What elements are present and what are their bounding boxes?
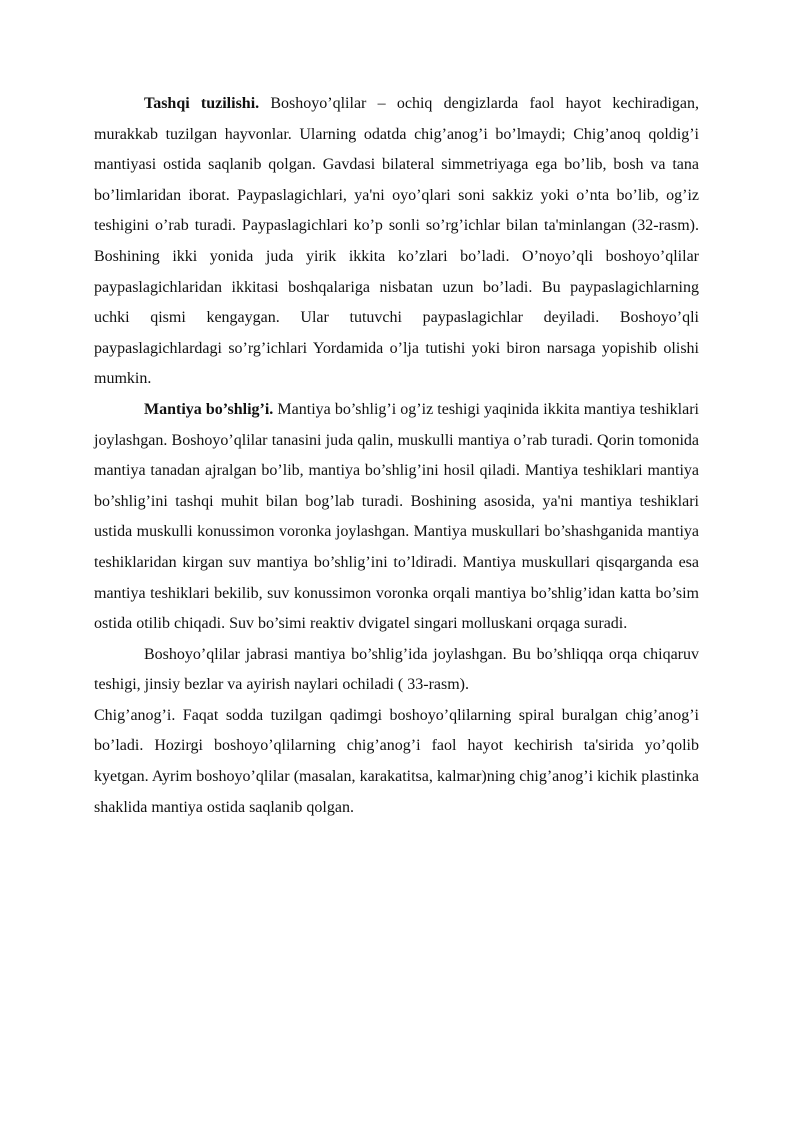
paragraph-external-structure bbox=[94, 89, 699, 395]
section-heading-external-structure: Tashqi tuzilishi. bbox=[144, 95, 260, 112]
section-heading-mantle-cavity: Mantiya bo’shlig’i. bbox=[144, 400, 274, 418]
document-page bbox=[94, 89, 699, 823]
paragraph-shell bbox=[94, 701, 699, 823]
paragraph-mantle-cavity bbox=[94, 395, 699, 640]
paragraph-text: Boshoyo’qlilar – ochiq dengizlarda faol hayot kechiradigan, murakkab tuzilgan hayvonlar. Ularning odatda chig’anog’i bo’lmaydi; Chig’anoq qoldig’i mantiyasi ostida saqlanib qolgan. Gavdasi bilateral simmetriyaga ega bo’lib, bosh va tana bo’limlaridan iborat. Paypaslagichlari, ya'ni oyo’qlari soni sakkiz yoki o’nta bo’lib, og’iz teshigini o’rab turadi. Paypaslagichlari ko’p sonli so’rg’ichlar bilan ta'minlangan (32-rasm). Boshining ikki yonida juda yirik ikkita ko’zlari bo’ladi. O’noyo’qli boshoyo’qlilar paypaslagichlaridan ikkitasi boshqalariga nisbatan uzun bo’ladi. Bu paypaslagichlarning uchki qismi kengaygan. Ular tutuvchi paypaslagichlar deyiladi. Boshoyo’qli paypaslagichlardagi so’rg’ichlari Yordamida o’lja tutishi yoki biron narsaga yopishib olishi mumkin. bbox=[94, 95, 699, 388]
paragraph-text: Mantiya bo’shlig’i og’iz teshigi yaqinida ikkita mantiya teshiklari joylashgan. Boshoyo’qlilar tanasini juda qalin, muskulli mantiya o’rab turadi. Qorin tomonida mantiya tanadan ajralgan bo’lib, mantiya bo’shlig’ini hosil qiladi. Mantiya teshiklari mantiya bo’shlig’ini tashqi muhit bilan bog’lab turadi. Boshining asosida, ya'ni mantiya teshiklari ustida muskulli konussimon voronka joylashgan. Mantiya muskullari bo’shashganida mantiya teshiklaridan kirgan suv mantiya bo’shlig’ini to’ldiradi. Mantiya muskullari qisqarganda esa mantiya teshiklari bekilib, suv konussimon voronka orqali mantiya bo’shlig’idan katta bo’sim ostida otilib chiqadi. Suv bo’simi reaktiv dvigatel singari molluskani orqaga suradi. bbox=[94, 400, 699, 633]
paragraph-text: Boshoyo’qlilar jabrasi mantiya bo’shlig’ida joylashgan. Bu bo’shliqqa orqa chiqaruv teshigi, jinsiy bezlar va ayirish naylari ochiladi ( 33-rasm). bbox=[94, 645, 699, 694]
paragraph-text: Chig’anog’i. Faqat sodda tuzilgan qadimgi boshoyo’qlilarning spiral buralgan chig’anog’i bo’ladi. Hozirgi boshoyo’qlilarning chig’anog’i faol hayot kechirish ta'sirida yo’qolib kyetgan. Ayrim boshoyo’qlilar (masalan, karakatitsa, kalmar)ning chig’anog’i kichik plastinka shaklida mantiya ostida saqlanib qolgan. bbox=[94, 706, 699, 816]
paragraph-gills bbox=[94, 640, 699, 701]
